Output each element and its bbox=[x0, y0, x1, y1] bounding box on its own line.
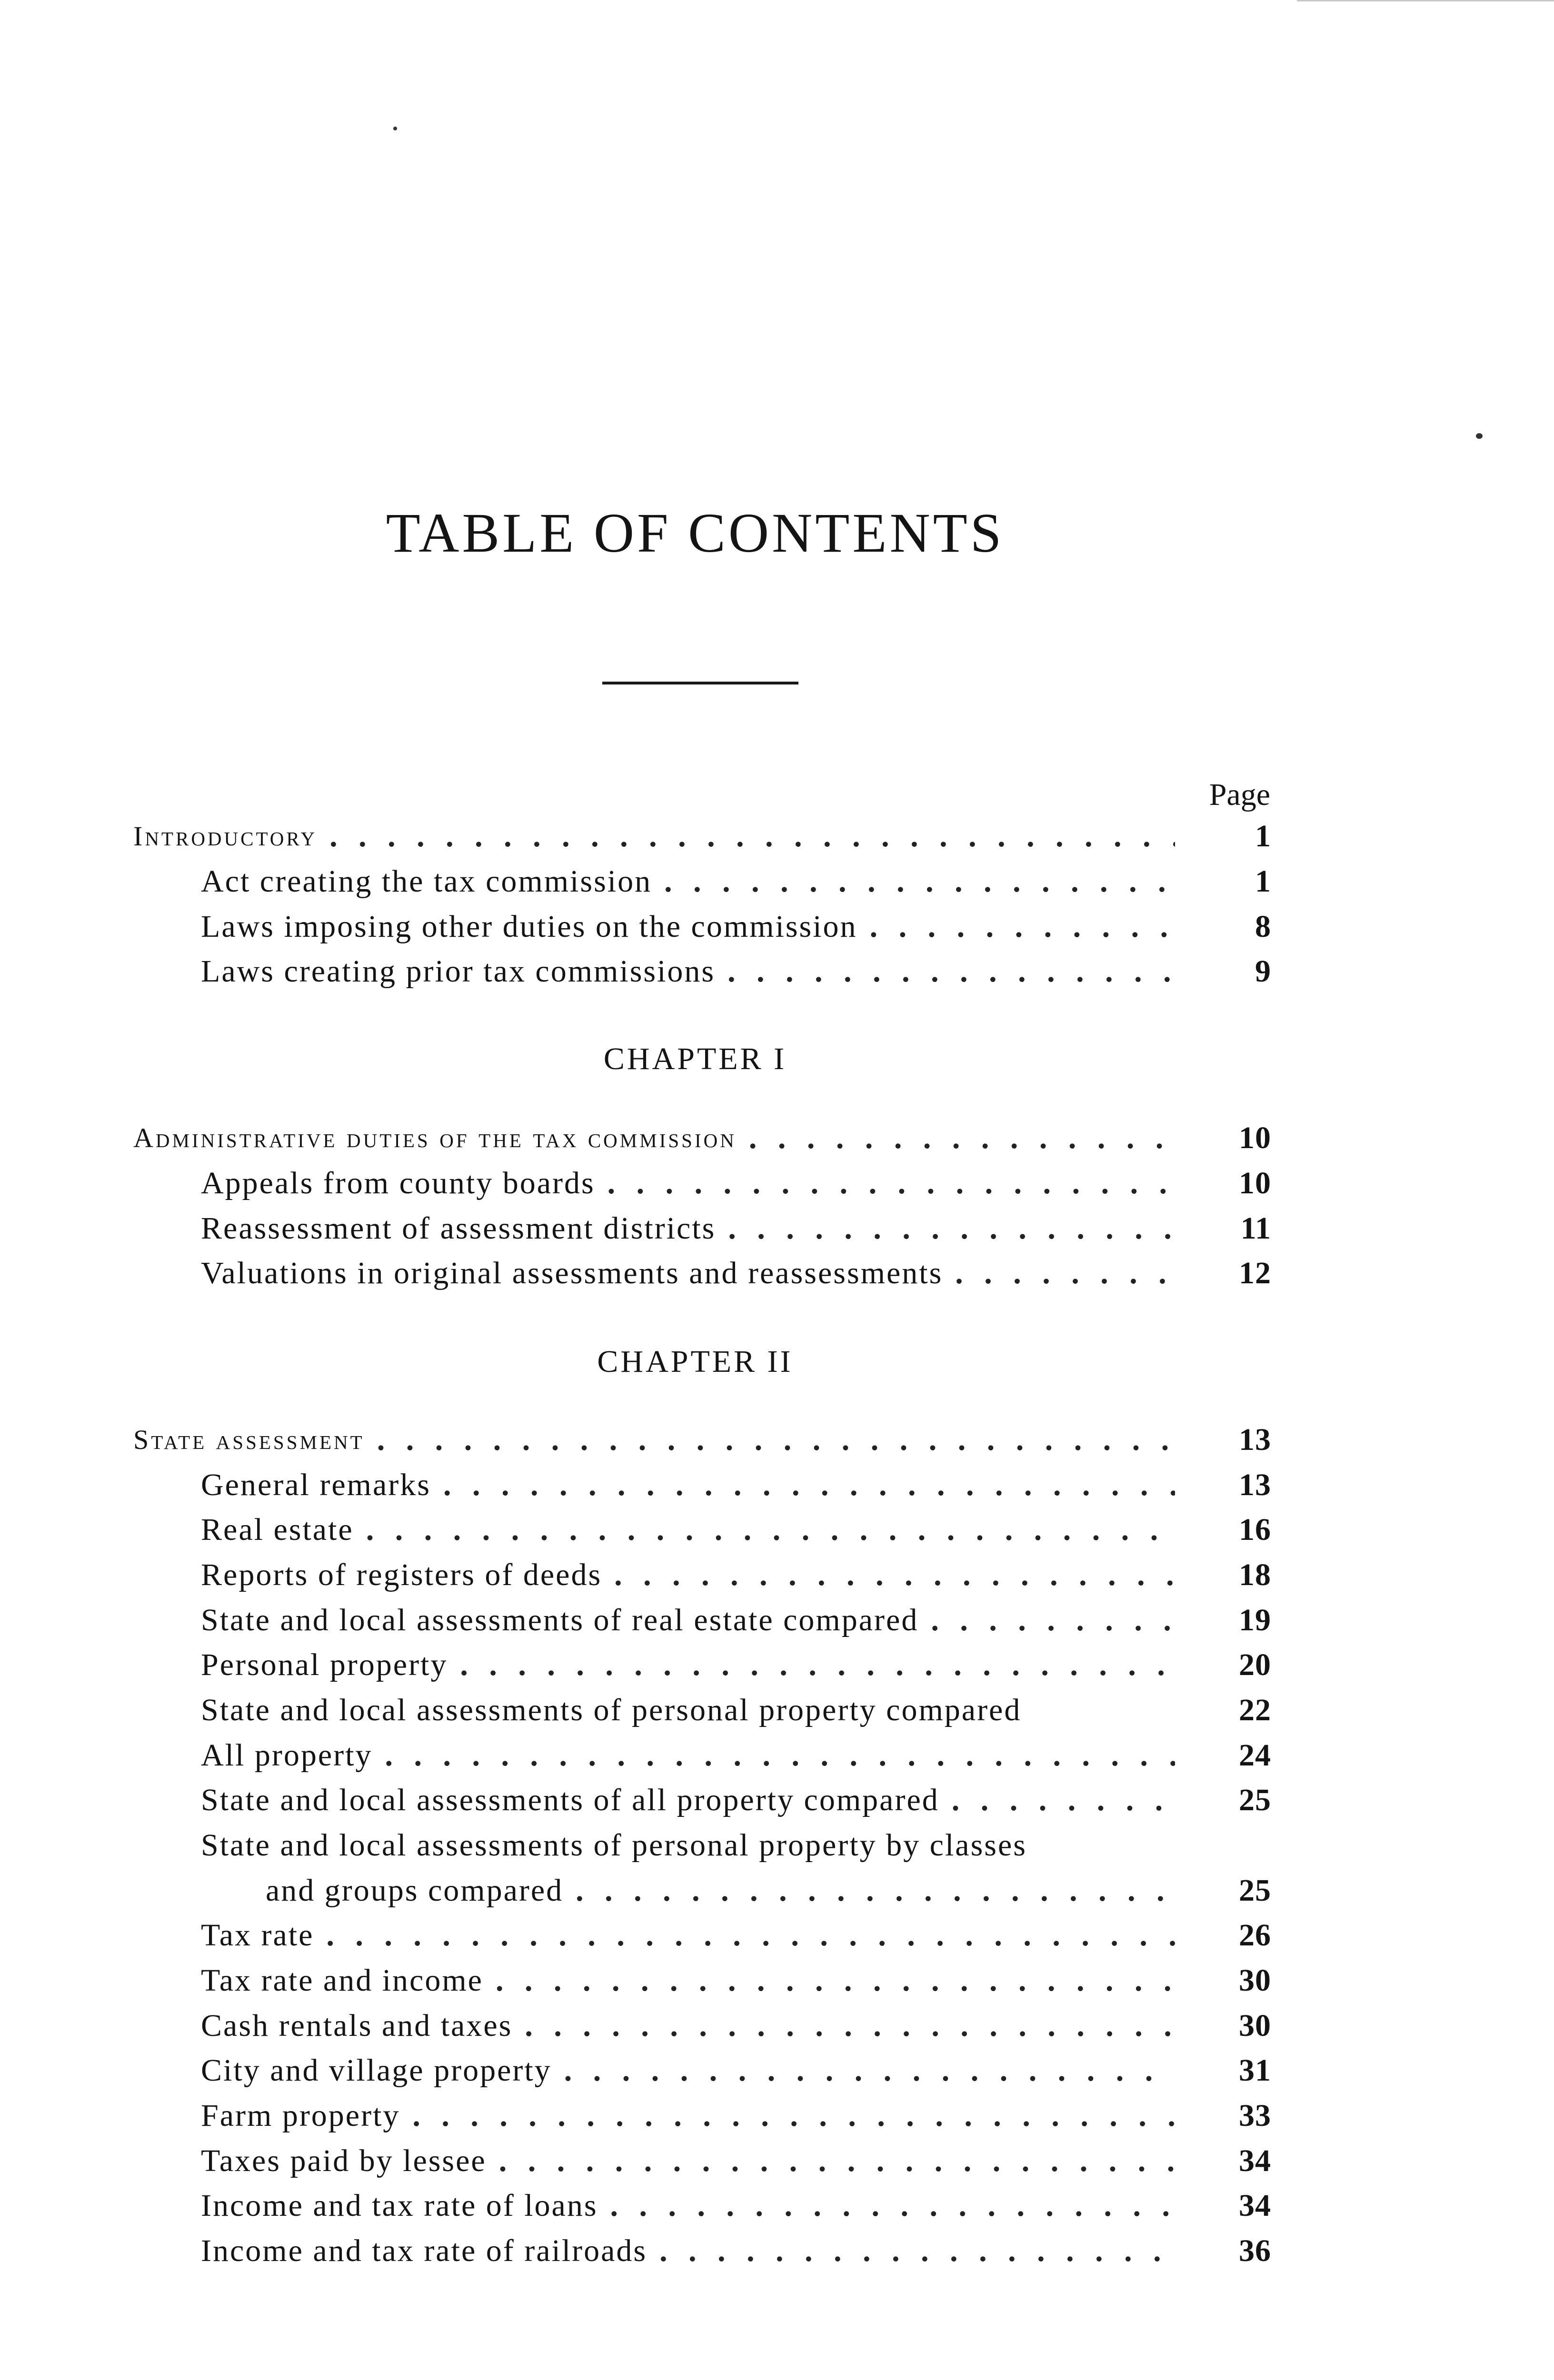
entry-page-number: 34 bbox=[1239, 2188, 1271, 2223]
toc-entry-city-and-village bbox=[133, 2046, 1271, 2092]
entry-page-number: 8 bbox=[1255, 909, 1271, 944]
scan-edge-line bbox=[1297, 0, 1554, 1]
entry-page-number: 25 bbox=[1239, 1873, 1271, 1908]
dot-leader bbox=[496, 1959, 1175, 2002]
entry-label: Valuations in original assessments and reassessments bbox=[201, 1256, 943, 1290]
dot-leader bbox=[499, 2140, 1175, 2182]
toc-entry-reports-of-registers bbox=[133, 1551, 1271, 1597]
toc-entry-real-estate-compared bbox=[133, 1596, 1271, 1642]
dot-leader bbox=[443, 1464, 1175, 1507]
entry-label: Income and tax rate of railroads bbox=[201, 2233, 648, 2268]
entry-page-number: 30 bbox=[1239, 2008, 1271, 2043]
entry-page-number: 13 bbox=[1239, 1468, 1271, 1502]
dot-leader bbox=[870, 905, 1175, 948]
dot-leader bbox=[576, 1869, 1175, 1912]
toc-entry-income-tax-rate-loans bbox=[133, 2182, 1271, 2227]
toc-entry-by-classes-line-one bbox=[133, 1821, 1271, 1867]
entry-label: State and local assessments of all property compared bbox=[201, 1783, 939, 1817]
entry-label: Reports of registers of deeds bbox=[201, 1557, 602, 1592]
entry-label: State and local assessments of personal property compared bbox=[201, 1693, 1022, 1727]
dot-leader bbox=[326, 1914, 1175, 1957]
toc-entry-valuations bbox=[133, 1249, 1271, 1295]
entry-label: All property bbox=[201, 1738, 373, 1773]
entry-label: Reassessment of assessment districts bbox=[201, 1211, 716, 1246]
entry-page-number: 31 bbox=[1239, 2053, 1271, 2088]
entry-label: Laws imposing other duties on the commission bbox=[201, 909, 857, 944]
dot-leader bbox=[525, 2004, 1175, 2047]
dot-leader bbox=[412, 2094, 1175, 2137]
dot-leader bbox=[749, 1117, 1175, 1160]
entry-page-number: 11 bbox=[1240, 1211, 1271, 1246]
entry-label: Laws creating prior tax commissions bbox=[201, 954, 716, 989]
entry-label: City and village property bbox=[201, 2053, 552, 2088]
dot-leader bbox=[329, 815, 1175, 858]
dot-leader bbox=[564, 2049, 1175, 2092]
entry-label: and groups compared bbox=[266, 1873, 564, 1908]
entry-label: Tax rate bbox=[201, 1918, 314, 1953]
dot-leader bbox=[385, 1734, 1175, 1777]
entry-label: Act creating the tax commission bbox=[201, 864, 652, 899]
entry-label: Personal property bbox=[201, 1647, 448, 1682]
entry-page-number: 13 bbox=[1239, 1422, 1271, 1457]
entry-label: Taxes paid by lessee bbox=[201, 2143, 487, 2178]
toc-entry-laws-imposing-other-duties bbox=[133, 902, 1271, 948]
dot-leader bbox=[614, 1554, 1175, 1597]
dot-leader bbox=[377, 1418, 1175, 1461]
toc-entry-real-estate bbox=[133, 1506, 1271, 1551]
entry-page-number: 30 bbox=[1239, 1963, 1271, 1998]
dot-leader bbox=[931, 1599, 1175, 1642]
page-column-label: Page bbox=[1209, 777, 1270, 812]
toc-entry-tax-rate bbox=[133, 1911, 1271, 1957]
toc-entry-taxes-paid-by-lessee bbox=[133, 2137, 1271, 2182]
entry-page-number: 16 bbox=[1239, 1512, 1271, 1547]
dot-leader bbox=[608, 1162, 1175, 1205]
entry-page-number: 1 bbox=[1255, 819, 1271, 853]
entry-page-number: 36 bbox=[1239, 2233, 1271, 2268]
dot-leader bbox=[460, 1644, 1175, 1686]
title-divider bbox=[602, 682, 798, 684]
entry-label: State and local assessments of personal property by classes bbox=[201, 1828, 1027, 1863]
entry-label: Administrative duties of the tax commission bbox=[133, 1122, 737, 1153]
toc-entry-general-remarks bbox=[133, 1461, 1271, 1507]
dot-leader bbox=[610, 2184, 1175, 2227]
entry-page-number: 10 bbox=[1239, 1121, 1271, 1155]
toc-entry-tax-rate-and-income bbox=[133, 1956, 1271, 2002]
toc-entry-state-assessment bbox=[133, 1416, 1271, 1461]
entry-page-number: 9 bbox=[1255, 954, 1271, 989]
dot-leader bbox=[728, 1207, 1175, 1250]
toc-entry-by-classes-line-two bbox=[133, 1866, 1271, 1912]
entry-label: Introductory bbox=[133, 821, 318, 852]
entry-page-number: 24 bbox=[1239, 1738, 1271, 1773]
dot-leader bbox=[727, 950, 1175, 993]
chapter-heading: CHAPTER II bbox=[597, 1344, 793, 1379]
entry-page-number: 22 bbox=[1239, 1693, 1271, 1727]
entry-page-number: 20 bbox=[1239, 1647, 1271, 1682]
chapter-heading: CHAPTER I bbox=[603, 1041, 787, 1076]
toc-entry-personal-property-compared bbox=[133, 1686, 1271, 1732]
entry-page-number: 19 bbox=[1239, 1603, 1271, 1637]
toc-entry-cash-rentals bbox=[133, 2002, 1271, 2047]
entry-label: General remarks bbox=[201, 1468, 431, 1502]
entry-label: State assessment bbox=[133, 1424, 365, 1455]
entry-label: Cash rentals and taxes bbox=[201, 2008, 513, 2043]
toc-entry-farm-property bbox=[133, 2092, 1271, 2137]
entry-page-number: 34 bbox=[1239, 2143, 1271, 2178]
entry-label: Tax rate and income bbox=[201, 1963, 483, 1998]
toc-entry-introductory bbox=[133, 812, 1271, 858]
toc-entry-laws-creating-prior-commissions bbox=[133, 947, 1271, 993]
entry-page-number: 26 bbox=[1239, 1918, 1271, 1953]
toc-entry-act-creating-tax-commission bbox=[133, 857, 1271, 903]
dot-leader bbox=[952, 1779, 1175, 1822]
entry-page-number: 10 bbox=[1239, 1166, 1271, 1200]
scan-speck bbox=[1476, 433, 1483, 439]
entry-page-number: 1 bbox=[1255, 864, 1271, 899]
entry-page-number: 12 bbox=[1239, 1256, 1271, 1290]
entry-page-number: 33 bbox=[1239, 2098, 1271, 2133]
dot-leader bbox=[366, 1508, 1175, 1551]
entry-label: Farm property bbox=[201, 2098, 400, 2133]
toc-entry-appeals-from-county-boards bbox=[133, 1159, 1271, 1205]
toc-entry-reassessment-of-districts bbox=[133, 1204, 1271, 1250]
entry-page-number: 25 bbox=[1239, 1783, 1271, 1817]
scan-speck bbox=[393, 127, 397, 130]
dot-leader bbox=[659, 2230, 1175, 2272]
entry-label: Appeals from county boards bbox=[201, 1166, 595, 1200]
entry-label: Income and tax rate of loans bbox=[201, 2188, 598, 2223]
toc-entry-administrative-duties bbox=[133, 1114, 1271, 1160]
toc-entry-all-property bbox=[133, 1731, 1271, 1777]
entry-page-number: 18 bbox=[1239, 1557, 1271, 1592]
dot-leader bbox=[664, 860, 1175, 903]
toc-entry-personal-property bbox=[133, 1641, 1271, 1686]
dot-leader bbox=[955, 1252, 1175, 1295]
entry-label: Real estate bbox=[201, 1512, 354, 1547]
page-title: TABLE OF CONTENTS bbox=[386, 502, 1005, 564]
toc-entry-all-property-compared bbox=[133, 1776, 1271, 1822]
entry-label: State and local assessments of real estate compared bbox=[201, 1603, 919, 1637]
toc-entry-income-tax-rate-railroads bbox=[133, 2227, 1271, 2272]
